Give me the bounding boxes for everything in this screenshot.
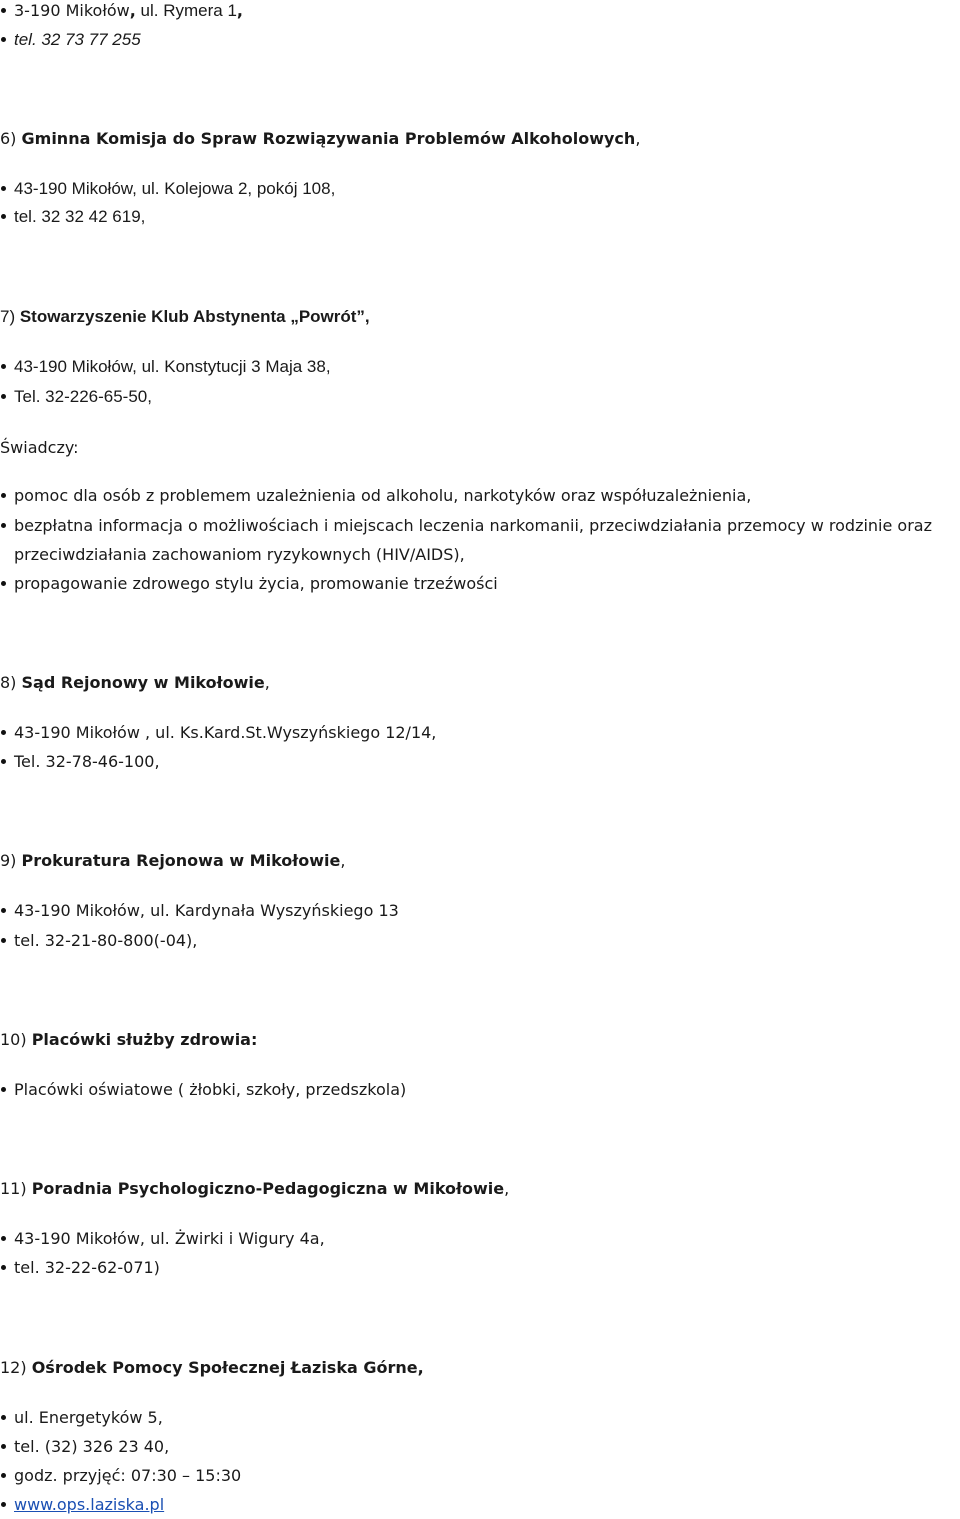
section-number: 11) [0,1179,32,1198]
services-label: Świadczy: [0,438,79,457]
list-item: propagowanie zdrowego stylu życia, promowanie trzeźwości [14,569,960,598]
section-title: Gminna Komisja do Spraw Rozwiązywania Problemów Alkoholowych [21,129,636,148]
list-item: Placówki oświatowe ( żłobki, szkoły, przedszkola) [14,1075,960,1104]
list-item: bezpłatna informacja o możliwościach i miejscach leczenia narkomanii, przeciwdziałania przemocy w rodzinie oraz [14,511,960,540]
comma: , [129,1,136,20]
section-title: Prokuratura Rejonowa w Mikołowie [21,851,341,870]
street-text: ul. Rymera 1 [135,1,237,20]
section-heading-8 [0,668,270,697]
list-item [14,25,960,54]
list-item: Tel. 32-226-65-50, [14,382,960,411]
phone-text: tel. 32 73 77 255 [14,30,141,49]
list-item [14,1490,960,1519]
list-item: ul. Energetyków 5, [14,1403,960,1432]
section-number: 7) [0,307,20,326]
section-tail: , [504,1179,510,1198]
section-heading-12 [0,1353,424,1382]
section-tail: , [340,851,346,870]
section-title: Sąd Rejonowy w Mikołowie [21,673,265,692]
section-title: Placówki służby zdrowia: [31,1030,258,1049]
list-item [14,0,960,25]
list-item-continuation [14,540,960,569]
list-item: tel. 32-22-62-071) [14,1253,960,1282]
list-item: Tel. 32-78-46-100, [14,747,960,776]
section-title: Poradnia Psychologiczno-Pedagogiczna w Mikołowie [31,1179,505,1198]
section-heading-6 [0,124,640,153]
section-tail: , [264,673,270,692]
list-item: tel. 32-21-80-800(-04), [14,926,960,955]
section-number: 6) [0,129,22,148]
comma: , [236,1,243,20]
continuation-text: przeciwdziałania zachowaniom ryzykownych (HIV/AIDS), [14,545,465,564]
section-title: Ośrodek Pomocy Społecznej Łaziska Górne, [31,1358,424,1377]
list-item: godz. przyjęć: 07:30 – 15:30 [14,1461,960,1490]
section-number: 12) [0,1358,32,1377]
section-heading-9 [0,846,345,875]
section-heading-11 [0,1174,509,1203]
list-item: tel. 32 32 42 619, [14,202,960,231]
list-item: 43-190 Mikołów, ul. Konstytucji 3 Maja 38, [14,352,960,381]
section-number: 8) [0,673,22,692]
list-item: 43-190 Mikołów , ul. Ks.Kard.St.Wyszyńskiego 12/14, [14,718,960,747]
list-item: 43-190 Mikołów, ul. Kolejowa 2, pokój 108, [14,174,960,203]
list-item: 43-190 Mikołów, ul. Żwirki i Wigury 4a, [14,1224,960,1253]
section-number: 9) [0,851,22,870]
section-heading-7 [0,302,370,331]
section-number: 10) [0,1030,32,1049]
list-item: pomoc dla osób z problemem uzależnienia od alkoholu, narkotyków oraz współuzależnienia, [14,481,960,510]
list-item: 43-190 Mikołów, ul. Kardynała Wyszyńskiego 13 [14,896,960,925]
address-text: 3-190 Mikołów [14,1,130,20]
section-tail: , [635,129,641,148]
website-link[interactable]: www.ops.laziska.pl [14,1495,165,1514]
section-heading-10 [0,1025,257,1054]
list-item: tel. (32) 326 23 40, [14,1432,960,1461]
section-title: Stowarzyszenie Klub Abstynenta „Powrót”, [19,307,370,326]
